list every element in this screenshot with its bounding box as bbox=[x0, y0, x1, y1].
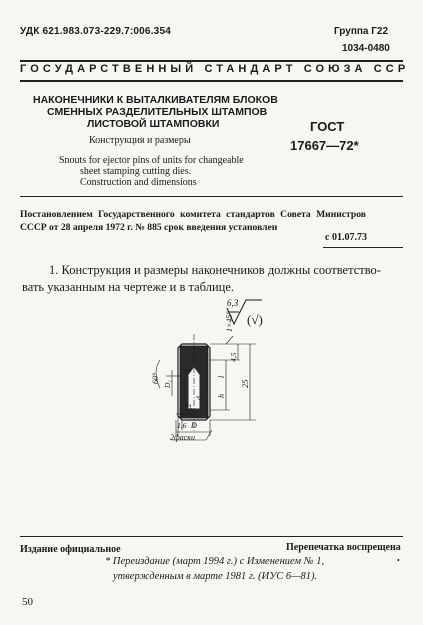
page-number: 50 bbox=[22, 596, 33, 608]
decree-line-1: Постановлением Государственного комитета стандартов Совета Министров bbox=[20, 209, 366, 220]
reissue-line-1: * Переиздание (март 1994 г.) с Изменением № 1, bbox=[105, 556, 325, 567]
document-code: 1034-0480 bbox=[342, 43, 390, 54]
group-label: Группа Г22 bbox=[334, 26, 389, 37]
chamfer-note: 2фаски bbox=[170, 433, 195, 442]
dim-height: 25 bbox=[240, 379, 250, 388]
udk-code: УДК 621.983.073-229.7:006.354 bbox=[20, 26, 171, 37]
reprint-marker: • bbox=[397, 556, 400, 565]
title-ru-line-3: ЛИСТОВОЙ ШТАМПОВКИ bbox=[87, 118, 220, 130]
dim-chamfer-top: 1×45° bbox=[225, 311, 234, 332]
roughness-value: 6,3 bbox=[227, 298, 239, 308]
title-ru-line-1: НАКОНЕЧНИКИ К ВЫТАЛКИВАТЕЛЯМ БЛОКОВ bbox=[33, 94, 278, 106]
dim-d-small: D₁ bbox=[163, 379, 172, 388]
gost-number: 17667—72* bbox=[290, 138, 359, 153]
dim-r: 1 bbox=[183, 368, 192, 372]
dim-d: D bbox=[191, 421, 197, 430]
roughness-parentheses: (√) bbox=[247, 312, 263, 327]
dim-h: h bbox=[217, 394, 226, 398]
official-edition: Издание официальное bbox=[20, 544, 121, 555]
decree-line-2: СССР от 28 апреля 1972 г. № 885 срок введения установлен bbox=[20, 222, 278, 233]
decree-date: с 01.07.73 bbox=[325, 232, 367, 243]
reprint-prohibited: Перепечатка воспрещена bbox=[286, 542, 401, 553]
title-en-line-3: Construction and dimensions bbox=[80, 177, 197, 188]
title-ru-subtitle: Конструкция и размеры bbox=[89, 135, 191, 146]
dim-s: 3,2 bbox=[184, 403, 193, 413]
body-line-2: вать указанным на чертеже и в таблице. bbox=[22, 280, 235, 294]
title-en-line-2: sheet stamping cutting dies. bbox=[80, 166, 192, 177]
body-line-1: 1. Конструкция и размеры наконечников должны соответство- bbox=[49, 263, 381, 277]
gost-label: ГОСТ bbox=[310, 119, 345, 134]
dim-top: 4,5 bbox=[229, 352, 238, 362]
footer-rule bbox=[20, 536, 403, 537]
title-ru-line-2: СМЕННЫХ РАЗДЕЛИТЕЛЬНЫХ ШТАМПОВ bbox=[47, 106, 268, 118]
state-standard-title: ГОСУДАРСТВЕННЫЙ СТАНДАРТ СОЮЗА ССР bbox=[20, 63, 410, 75]
dim-h-small: l bbox=[217, 375, 226, 378]
dim-chamfer-side: 1,6 bbox=[177, 421, 187, 430]
title-en-line-1: Snouts for ejector pins of units for changeable bbox=[59, 155, 244, 166]
dim-d-hole: d bbox=[194, 396, 203, 400]
reissue-line-2: утвержденным в марте 1981 г. (ИУС 6—81). bbox=[113, 571, 318, 582]
dim-angle: 60° bbox=[151, 372, 160, 384]
